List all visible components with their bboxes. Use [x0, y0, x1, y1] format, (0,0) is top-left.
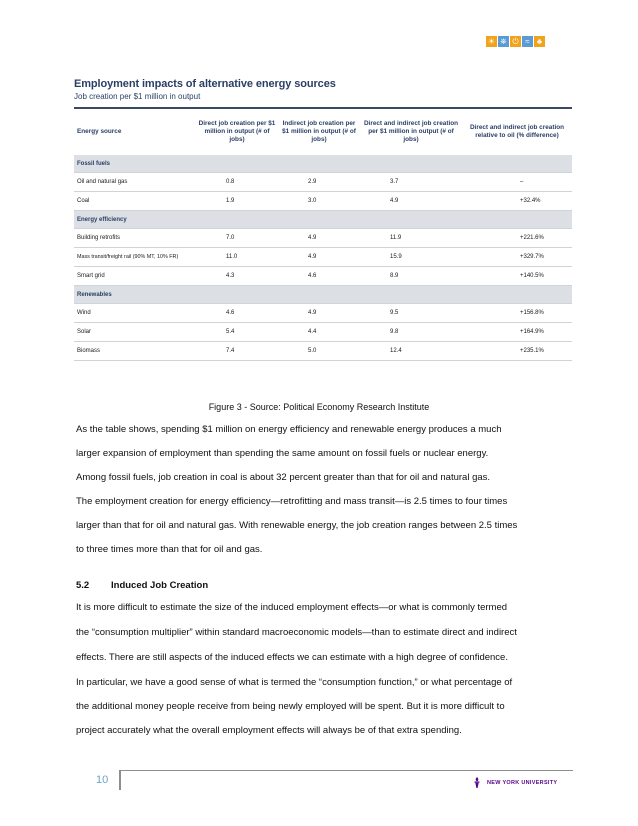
- paragraph-line: the additional money people receive from being newly employed will be spent. But it is more difficult to: [76, 701, 505, 712]
- table-cell: 11.0: [196, 248, 278, 267]
- table-cell: 9.5: [360, 304, 462, 323]
- table-group-row: [74, 286, 572, 304]
- table-row: [74, 304, 572, 323]
- table-cell: Coal: [74, 192, 196, 211]
- table-cell: 5.0: [278, 342, 360, 361]
- paragraph-line: In particular, we have a good sense of what is termed the “consumption function,” or what percentage of: [76, 677, 513, 688]
- column-header: Direct and indirect job creation relative to oil (% difference): [469, 124, 565, 139]
- table-cell: +140.5%: [462, 267, 572, 286]
- table-cell: 4.9: [278, 248, 360, 267]
- table-group-row: [74, 155, 572, 173]
- figure-caption: Figure 3 - Source: Political Economy Research Institute: [208, 402, 430, 412]
- table-cell: –: [462, 173, 572, 192]
- table-cell: 5.4: [196, 323, 278, 342]
- section-number: 5.2: [76, 580, 90, 591]
- table-cell: Building retrofits: [74, 229, 196, 248]
- employment-table-figure: [74, 78, 572, 361]
- university-name: NEW YORK UNIVERSITY: [487, 779, 558, 786]
- torch-icon: [472, 777, 482, 788]
- group-label: Renewables: [74, 286, 572, 304]
- table-cell: 4.4: [278, 323, 360, 342]
- paragraph-line: project accurately what the overall employment effects will always be of that extra spending.: [76, 725, 462, 736]
- group-label: Energy efficiency: [74, 211, 572, 229]
- table-row: [74, 267, 572, 286]
- table-cell: Mass transit/freight rail (90% MT, 10% FR): [74, 248, 196, 267]
- nyu-logo: [472, 777, 557, 788]
- paragraph-line: The employment creation for energy efficiency—retrofitting and mass transit—is 2.5 times to four times: [76, 496, 508, 507]
- paragraph-line: larger than that for oil and natural gas. With renewable energy, the job creation ranges between 2.5 times: [76, 520, 518, 531]
- table-row: [74, 323, 572, 342]
- table-cell: 9.8: [360, 323, 462, 342]
- paragraph-line: It is more difficult to estimate the size of the induced employment effects—or what is commonly termed: [76, 602, 508, 613]
- table-group-row: [74, 211, 572, 229]
- column-header: Energy source: [77, 128, 122, 135]
- table-cell: +32.4%: [462, 192, 572, 211]
- table-row: [74, 248, 572, 267]
- header-logo: [486, 36, 545, 47]
- paragraph-line: Among fossil fuels, job creation in coal is about 32 percent greater than that for oil and natural gas.: [76, 472, 491, 483]
- table-cell: 3.0: [278, 192, 360, 211]
- sun-icon: ☀: [487, 36, 496, 46]
- paragraph-line: to three times more than that for oil and gas.: [76, 544, 263, 555]
- table-cell: 1.9: [196, 192, 278, 211]
- footer-divider: [119, 770, 121, 790]
- table-cell: 0.8: [196, 173, 278, 192]
- table-cell: +156.8%: [462, 304, 572, 323]
- footer-rule: [121, 770, 573, 771]
- table-cell: 7.4: [196, 342, 278, 361]
- paragraph-line: effects. There are still aspects of the induced effects we can estimate with a high degree of confidence.: [76, 652, 508, 663]
- table-cell: 4.6: [196, 304, 278, 323]
- table-cell: 4.6: [278, 267, 360, 286]
- section-heading: [76, 580, 208, 591]
- table-cell: Smart grid: [74, 267, 196, 286]
- paragraph-line: the “consumption multiplier” within standard macroeconomic models—than to estimate direct and indirect: [76, 627, 517, 638]
- table-cell: Oil and natural gas: [74, 173, 196, 192]
- table-cell: 4.9: [360, 192, 462, 211]
- table-cell: +329.7%: [462, 248, 572, 267]
- table-cell: 8.9: [360, 267, 462, 286]
- page-number: 10: [96, 774, 109, 786]
- table-cell: +221.6%: [462, 229, 572, 248]
- column-header: Direct job creation per $1 million in output (# of jobs): [198, 120, 276, 143]
- table-cell: 2.9: [278, 173, 360, 192]
- wave-icon: ≈: [522, 36, 533, 47]
- table-cell: 7.0: [196, 229, 278, 248]
- table-cell: 4.9: [278, 304, 360, 323]
- table-cell: +164.9%: [462, 323, 572, 342]
- table-subtitle: Job creation per $1 million in output: [74, 92, 201, 101]
- column-header: Direct and indirect job creation per $1 million in output (# of jobs): [363, 120, 459, 143]
- table-cell: 4.9: [278, 229, 360, 248]
- table-row: [74, 342, 572, 361]
- section-title: Induced Job Creation: [111, 580, 209, 591]
- column-header: Indirect job creation per $1 million in output (# of jobs): [282, 120, 356, 143]
- table-cell: 15.9: [360, 248, 462, 267]
- table-cell: Biomass: [74, 342, 196, 361]
- group-label: Fossil fuels: [74, 155, 572, 173]
- power-icon: ⏻: [510, 36, 521, 47]
- table-row: [74, 229, 572, 248]
- table-row: [74, 173, 572, 192]
- table-header-row: [74, 109, 572, 155]
- table-row: [74, 192, 572, 211]
- table-title: Employment impacts of alternative energy sources: [74, 78, 336, 90]
- paragraph-line: larger expansion of employment than spending the same amount on fossil fuels or nuclear energy.: [76, 448, 489, 459]
- table-cell: 4.3: [196, 267, 278, 286]
- paragraph-line: As the table shows, spending $1 million on energy efficiency and renewable energy produces a much: [76, 424, 502, 435]
- table-cell: 3.7: [360, 173, 462, 192]
- table-cell: 12.4: [360, 342, 462, 361]
- leaf-icon: ♣: [534, 36, 545, 47]
- table-cell: Solar: [74, 323, 196, 342]
- person-icon: ⛯: [498, 36, 509, 47]
- employment-table: [74, 109, 572, 361]
- table-cell: 11.9: [360, 229, 462, 248]
- table-cell: +235.1%: [462, 342, 572, 361]
- table-cell: Wind: [74, 304, 196, 323]
